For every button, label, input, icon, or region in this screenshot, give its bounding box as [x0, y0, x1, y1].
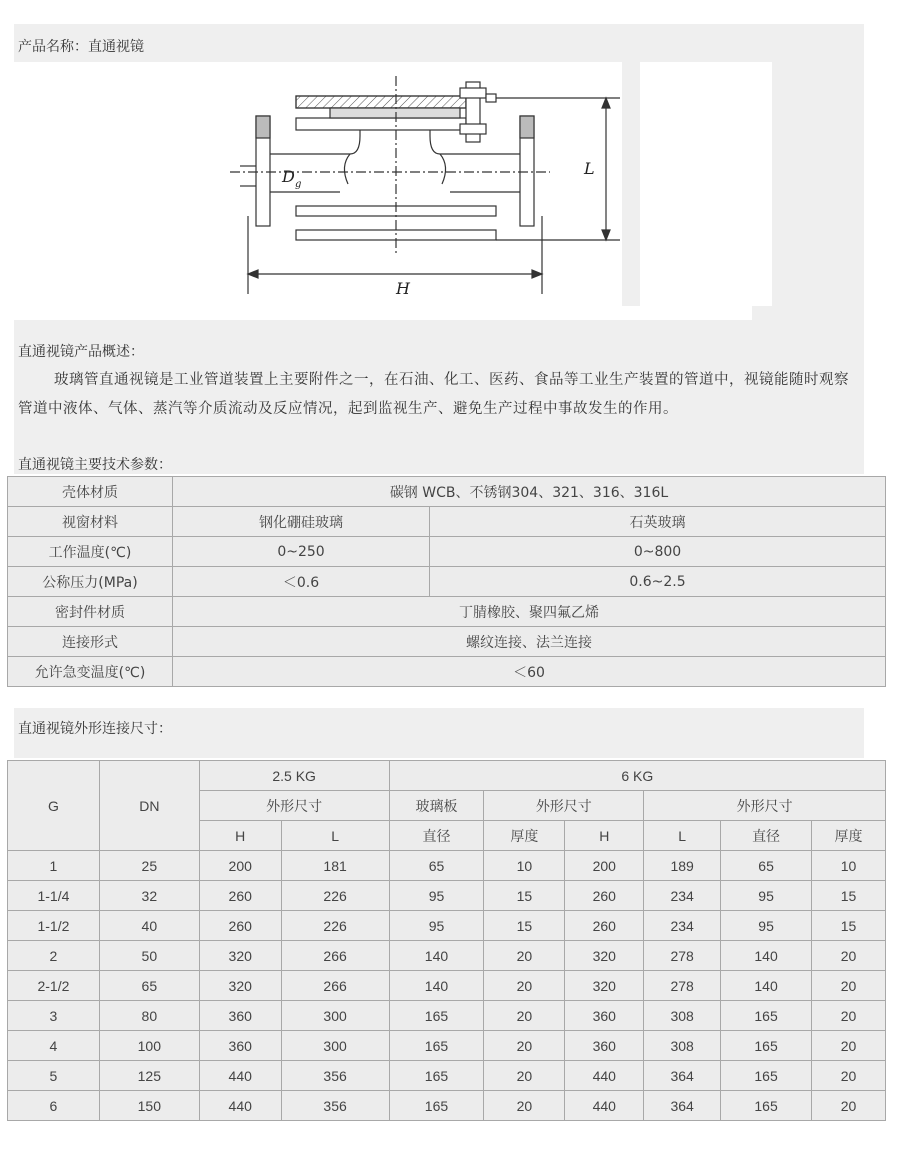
table-cell: 140 [389, 941, 484, 971]
spec-title: 直通视镜主要技术参数： [18, 457, 172, 473]
label-l: L [584, 159, 595, 178]
table-cell: 300 [281, 1031, 389, 1061]
table-cell: 2 [8, 941, 100, 971]
table-cell: 40 [99, 911, 199, 941]
table-cell: 1-1/4 [8, 881, 100, 911]
table-cell: 278 [644, 941, 721, 971]
table-cell: 20 [812, 941, 886, 971]
table-row [8, 1031, 886, 1061]
table-cell: 440 [565, 1091, 644, 1121]
table-cell: 360 [565, 1031, 644, 1061]
table-cell: 278 [644, 971, 721, 1001]
table-cell: 300 [281, 1001, 389, 1031]
table-cell: 95 [721, 881, 812, 911]
table-row [8, 971, 886, 1001]
table-cell: 15 [484, 881, 565, 911]
table-cell: 165 [721, 1031, 812, 1061]
table-row: 公称压力(MPa) ＜0.6 0.6~2.5 [8, 567, 886, 597]
table-cell: 140 [721, 971, 812, 1001]
table-cell: 65 [721, 851, 812, 881]
table-cell: 20 [812, 1061, 886, 1091]
table-cell: 20 [812, 1031, 886, 1061]
table-cell: 80 [99, 1001, 199, 1031]
table-cell: 65 [389, 851, 484, 881]
table-cell: 140 [389, 971, 484, 1001]
table-cell: 200 [199, 851, 281, 881]
table-cell: 95 [389, 881, 484, 911]
table-cell: 20 [484, 971, 565, 1001]
table-cell: 95 [721, 911, 812, 941]
overview-title: 直通视镜产品概述： [18, 344, 144, 360]
table-cell: 266 [281, 941, 389, 971]
table-cell: 20 [812, 1091, 886, 1121]
table-cell: 125 [99, 1061, 199, 1091]
table-row: 连接形式 螺纹连接、法兰连接 [8, 627, 886, 657]
table-cell: 65 [99, 971, 199, 1001]
table-cell: 226 [281, 881, 389, 911]
table-row [8, 851, 886, 881]
table-cell: 181 [281, 851, 389, 881]
table-cell: 20 [484, 1091, 565, 1121]
table-cell: 308 [644, 1031, 721, 1061]
table-cell: 260 [565, 881, 644, 911]
table-cell: 440 [199, 1061, 281, 1091]
table-cell: 20 [812, 971, 886, 1001]
table-cell: 234 [644, 911, 721, 941]
table-cell: 50 [99, 941, 199, 971]
table-cell: 165 [721, 1091, 812, 1121]
table-cell: 320 [199, 971, 281, 1001]
table-cell: 360 [199, 1031, 281, 1061]
table-row [8, 911, 886, 941]
table-cell: 10 [812, 851, 886, 881]
table-cell: 189 [644, 851, 721, 881]
table-cell: 20 [812, 1001, 886, 1031]
table-cell: 140 [721, 941, 812, 971]
table-row: 允许急变温度(℃) ＜60 [8, 657, 886, 687]
table-cell: 100 [99, 1031, 199, 1061]
table-row [8, 1061, 886, 1091]
table-cell: 165 [389, 1091, 484, 1121]
table-cell: 320 [199, 941, 281, 971]
table-cell: 20 [484, 1031, 565, 1061]
table-cell: 25 [99, 851, 199, 881]
table-cell: 1-1/2 [8, 911, 100, 941]
table-row: 密封件材质 丁腈橡胶、聚四氟乙烯 [8, 597, 886, 627]
table-cell: 15 [812, 911, 886, 941]
table-cell: 260 [199, 881, 281, 911]
table-cell: 6 [8, 1091, 100, 1121]
table-cell: 165 [389, 1001, 484, 1031]
table-cell: 260 [565, 911, 644, 941]
table-cell: 165 [721, 1061, 812, 1091]
table-cell: 165 [389, 1031, 484, 1061]
table-cell: 320 [565, 971, 644, 1001]
table-cell: 10 [484, 851, 565, 881]
table-cell: 440 [199, 1091, 281, 1121]
table-row [8, 1001, 886, 1031]
table-cell: 20 [484, 941, 565, 971]
table-cell: 364 [644, 1061, 721, 1091]
sight-glass-drawing [220, 66, 640, 306]
table-cell: 15 [812, 881, 886, 911]
dims-table [7, 760, 886, 1121]
table-cell: 360 [565, 1001, 644, 1031]
table-cell: 4 [8, 1031, 100, 1061]
spec-table [7, 476, 886, 687]
table-row [8, 881, 886, 911]
label-dg-sub: g [295, 179, 302, 190]
table-row: 工作温度(℃) 0~250 0~800 [8, 537, 886, 567]
table-cell: 2-1/2 [8, 971, 100, 1001]
table-header-row: H L 直径 厚度 H L 直径 厚度 [8, 821, 886, 851]
dims-title: 直通视镜外形连接尺寸： [18, 721, 172, 737]
table-cell: 20 [484, 1001, 565, 1031]
table-cell: 364 [644, 1091, 721, 1121]
table-cell: 3 [8, 1001, 100, 1031]
table-cell: 165 [721, 1001, 812, 1031]
table-cell: 32 [99, 881, 199, 911]
table-row [8, 941, 886, 971]
table-header-row: 外形尺寸 玻璃板 外形尺寸 外形尺寸 [8, 791, 886, 821]
table-cell: 320 [565, 941, 644, 971]
table-cell: 95 [389, 911, 484, 941]
table-cell: 15 [484, 911, 565, 941]
table-cell: 356 [281, 1061, 389, 1091]
table-cell: 266 [281, 971, 389, 1001]
table-cell: 260 [199, 911, 281, 941]
table-cell: 5 [8, 1061, 100, 1091]
overview-paragraph: 玻璃管直通视镜是工业管道装置上主要附件之一，在石油、化工、医药、食品等工业生产装置的管道中，视镜能随时观察管道中液体、气体、蒸汽等介质流动及反应情况，起到监视生产、避免生产过程中事故发生的作用。 [18, 372, 849, 417]
table-cell: 308 [644, 1001, 721, 1031]
table-cell: 1 [8, 851, 100, 881]
table-cell: 150 [99, 1091, 199, 1121]
product-name: 产品名称：直通视镜 [18, 39, 144, 55]
table-cell: 360 [199, 1001, 281, 1031]
table-cell: 356 [281, 1091, 389, 1121]
table-cell: 20 [484, 1061, 565, 1091]
label-dg: D [282, 167, 295, 186]
table-cell: 440 [565, 1061, 644, 1091]
table-cell: 165 [389, 1061, 484, 1091]
table-row [8, 1091, 886, 1121]
table-cell: 200 [565, 851, 644, 881]
label-h: H [396, 279, 410, 298]
table-row: 壳体材质 碳钢 WCB、不锈钢304、321、316、316L [8, 477, 886, 507]
table-header-row: G DN 2.5 KG 6 KG [8, 761, 886, 791]
table-cell: 226 [281, 911, 389, 941]
table-cell: 234 [644, 881, 721, 911]
table-row: 视窗材料 钢化硼硅玻璃 石英玻璃 [8, 507, 886, 537]
